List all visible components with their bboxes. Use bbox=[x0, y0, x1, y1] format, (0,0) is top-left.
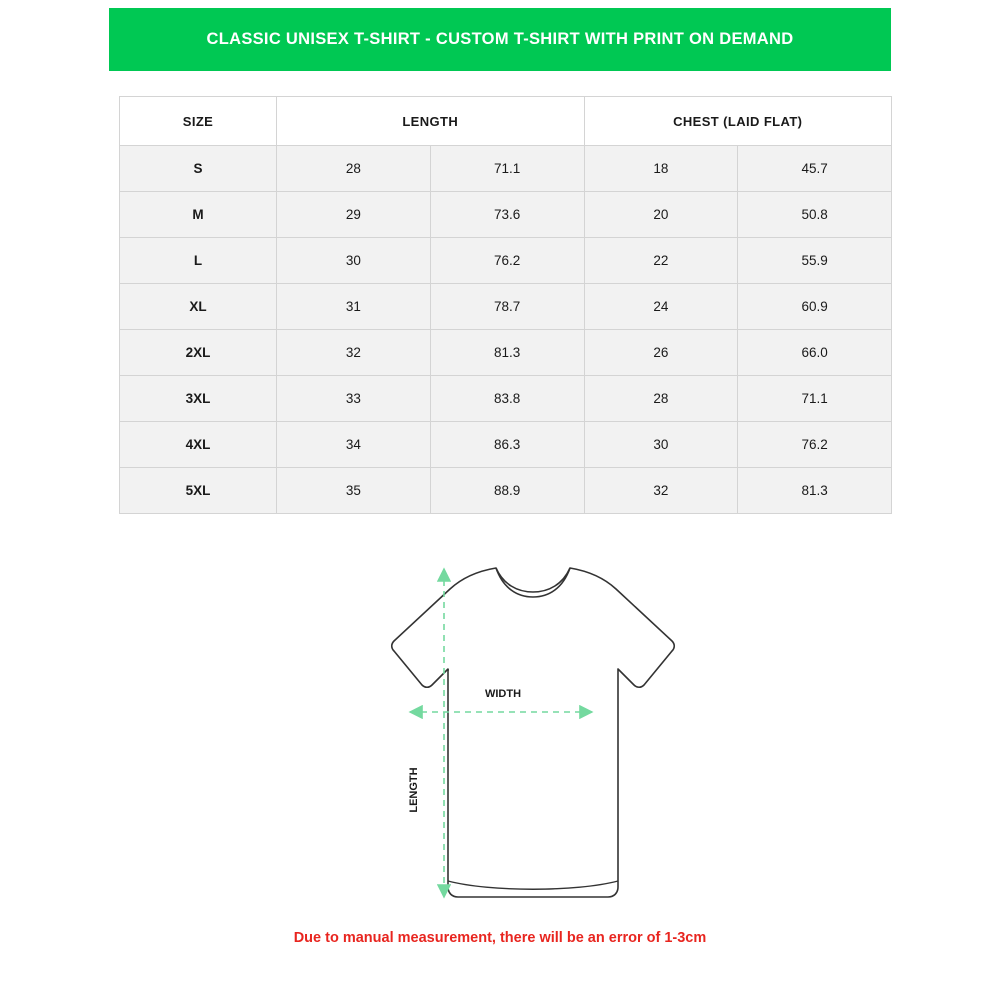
header-size: SIZE bbox=[120, 97, 277, 146]
table-row bbox=[120, 192, 892, 238]
cell-chest-cm: 81.3 bbox=[738, 468, 892, 514]
width-label: WIDTH bbox=[484, 688, 522, 700]
cell-chest-cm: 45.7 bbox=[738, 146, 892, 192]
cell-chest-in: 30 bbox=[584, 422, 738, 468]
cell-chest-cm: 50.8 bbox=[738, 192, 892, 238]
cell-length-cm: 86.3 bbox=[430, 422, 584, 468]
cell-length-cm: 83.8 bbox=[430, 376, 584, 422]
tshirt-diagram bbox=[300, 545, 700, 930]
cell-chest-in: 22 bbox=[584, 238, 738, 284]
cell-size: 3XL bbox=[120, 376, 277, 422]
cell-length-in: 30 bbox=[277, 238, 431, 284]
tshirt-outline bbox=[392, 568, 675, 897]
table-row bbox=[120, 422, 892, 468]
cell-length-cm: 88.9 bbox=[430, 468, 584, 514]
cell-length-in: 32 bbox=[277, 330, 431, 376]
cell-length-in: 35 bbox=[277, 468, 431, 514]
table-row bbox=[120, 468, 892, 514]
cell-chest-in: 24 bbox=[584, 284, 738, 330]
cell-chest-in: 26 bbox=[584, 330, 738, 376]
cell-chest-in: 32 bbox=[584, 468, 738, 514]
cell-length-cm: 81.3 bbox=[430, 330, 584, 376]
table-head bbox=[120, 97, 892, 146]
measurement-disclaimer: Due to manual measurement, there will be an error of 1-3cm bbox=[293, 930, 707, 946]
cell-chest-cm: 71.1 bbox=[738, 376, 892, 422]
cell-chest-cm: 66.0 bbox=[738, 330, 892, 376]
cell-chest-in: 18 bbox=[584, 146, 738, 192]
table-row bbox=[120, 330, 892, 376]
cell-length-in: 28 bbox=[277, 146, 431, 192]
cell-length-cm: 76.2 bbox=[430, 238, 584, 284]
size-table bbox=[119, 96, 892, 514]
cell-chest-cm: 60.9 bbox=[738, 284, 892, 330]
size-table-container bbox=[119, 96, 891, 514]
cell-chest-cm: 76.2 bbox=[738, 422, 892, 468]
header-banner bbox=[109, 8, 891, 71]
cell-length-cm: 71.1 bbox=[430, 146, 584, 192]
cell-size: S bbox=[120, 146, 277, 192]
cell-size: 4XL bbox=[120, 422, 277, 468]
table-row bbox=[120, 146, 892, 192]
cell-size: M bbox=[120, 192, 277, 238]
cell-length-cm: 73.6 bbox=[430, 192, 584, 238]
cell-size: 2XL bbox=[120, 330, 277, 376]
cell-chest-in: 20 bbox=[584, 192, 738, 238]
table-row bbox=[120, 238, 892, 284]
header-length: LENGTH bbox=[277, 97, 585, 146]
table-row bbox=[120, 376, 892, 422]
cell-chest-in: 28 bbox=[584, 376, 738, 422]
table-row bbox=[120, 284, 892, 330]
cell-size: L bbox=[120, 238, 277, 284]
length-label: LENGTH bbox=[408, 767, 420, 813]
table-body bbox=[120, 146, 892, 514]
cell-chest-cm: 55.9 bbox=[738, 238, 892, 284]
cell-size: XL bbox=[120, 284, 277, 330]
header-chest: CHEST (LAID FLAT) bbox=[584, 97, 892, 146]
cell-length-in: 34 bbox=[277, 422, 431, 468]
cell-length-in: 31 bbox=[277, 284, 431, 330]
cell-size: 5XL bbox=[120, 468, 277, 514]
cell-length-in: 29 bbox=[277, 192, 431, 238]
page-title: CLASSIC UNISEX T-SHIRT - CUSTOM T-SHIRT WITH PRINT ON DEMAND bbox=[206, 30, 794, 48]
cell-length-in: 33 bbox=[277, 376, 431, 422]
cell-length-cm: 78.7 bbox=[430, 284, 584, 330]
table-header-row bbox=[120, 97, 892, 146]
